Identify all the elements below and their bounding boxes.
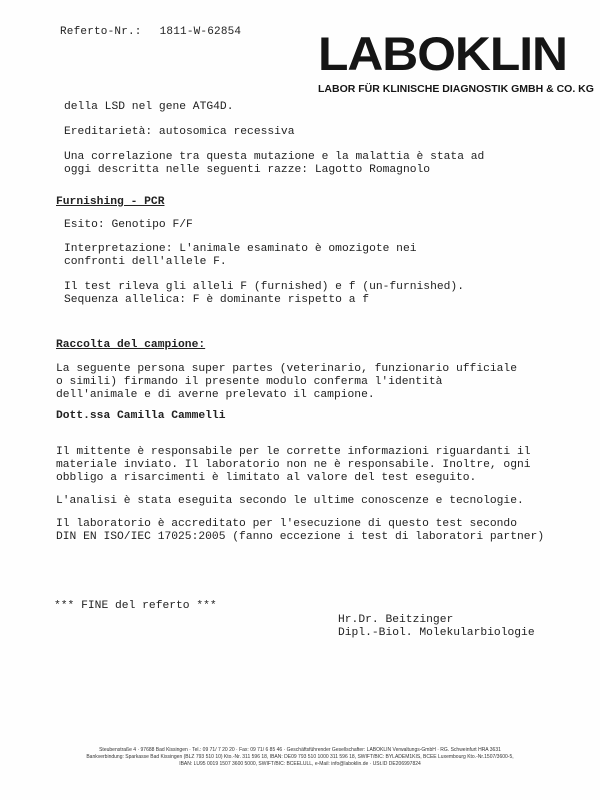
laboklin-logo-subtitle: LABOR FÜR KLINISCHE DIAGNOSTIK GMBH & CO. KG [318,83,594,95]
sample-text-line-1: La seguente persona super partes (veterinario, funzionario ufficiale [56,363,517,375]
signer-name: Hr.Dr. Beitzinger [338,614,454,626]
laboklin-logo: LABOKLIN [318,27,567,80]
correlation-line-2: oggi descritta nelle seguenti razze: Lagotto Romagnolo [64,164,431,176]
responsibility-line-1: Il mittente è responsabile per le corrette informazioni riguardanti il [56,446,531,458]
sample-text-line-3: dell'animale e di averne prelevato il campione. [56,389,375,401]
furnishing-heading: Furnishing - PCR [56,196,165,208]
furnishing-interpretation-2: confronti dell'allele F. [64,256,227,268]
report-number-label: Referto-Nr.: [60,26,142,38]
furnishing-interpretation-1: Interpretazione: L'animale esaminato è omozigote nei [64,243,417,255]
end-of-report-mark: *** FINE del referto *** [54,600,217,612]
furnishing-test-line-2: Sequenza allelica: F è dominante rispetto a f [64,294,370,306]
footer-line-2: Bankverbindung: Sparkasse Bad Kissingen (BLZ 793 510 10) Kto.-Nr. 311 596 18, IBAN: DE09 793 510 1000 311 596 18, SWIFT/BIC: BYLADEM1KIS, BCEE Luxembourg Kto.-Nr.1507/3600-5, [86,754,514,760]
report-number: 1811-W-62854 [159,26,242,38]
sample-heading: Raccolta del campione: [56,339,206,351]
analysis-line: L'analisi è stata eseguita secondo le ultime conoscenze e tecnologie. [56,495,524,507]
sample-text-line-2: o simili) firmando il presente modulo conferma l'identità [56,376,443,388]
furnishing-test-line-1: Il test rileva gli alleli F (furnished) e f (un-furnished). [64,281,464,293]
report-number-line [60,26,241,38]
sample-collector-name: Dott.ssa Camilla Cammelli [56,410,226,422]
responsibility-line-2: materiale inviato. Il laboratorio non ne è responsabile. Inoltre, ogni [56,459,531,471]
furnishing-result: Esito: Genotipo F/F [64,219,193,231]
intro-line: della LSD nel gene ATG4D. [64,101,234,113]
heredity-line: Ereditarietà: autosomica recessiva [64,126,295,138]
correlation-line-1: Una correlazione tra questa mutazione e la malattia è stata ad [64,151,485,163]
footer-line-3: IBAN: LU95 0019 1507 3600 5000, SWIFT/BIC: BCEELULL, e-Mail: info@laboklin.de · USt.ID DE206997824 [179,761,421,767]
signer-title: Dipl.-Biol. Molekularbiologie [338,627,535,639]
accreditation-line-1: Il laboratorio è accreditato per l'esecuzione di questo test secondo [56,518,517,530]
footer-line-1: Steubenstraße 4 · 97688 Bad Kissingen · Tel.: 09 71/ 7 20 20 · Fax: 09 71/ 6 85 46 · Geschäftsführender Gesellschafter: LABOKLIN Verwaltungs-GmbH · RG. Schweinfurt HRA 3631 [99,747,501,753]
responsibility-line-3: obbligo a risarcimenti è limitato al valore del test eseguito. [56,472,477,484]
accreditation-line-2: DIN EN ISO/IEC 17025:2005 (fanno eccezione i test di laboratori partner) [56,531,545,543]
